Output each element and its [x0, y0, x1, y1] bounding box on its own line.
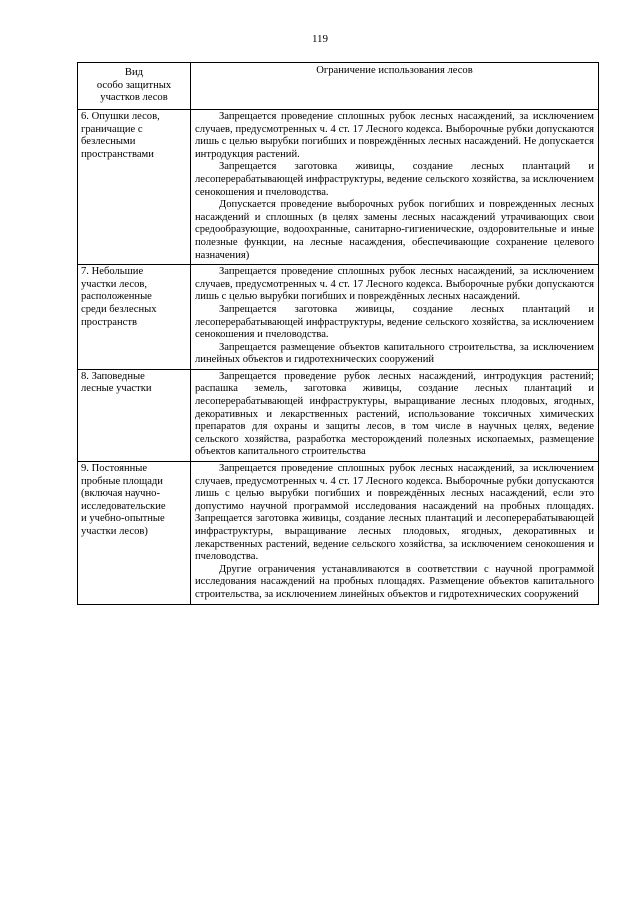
restriction-paragraph: Запрещается заготовка живицы, создание лесных плантаций и лесоперерабатывающей инфраструктуры, ведение сельского хозяйства, за исключением сенокошения и пчеловодства. [195, 303, 594, 341]
area-type-line: расположенные [81, 291, 152, 303]
area-type-line: 7. Небольшие [81, 266, 144, 278]
table-row [78, 110, 599, 265]
table-row [78, 462, 599, 605]
header-protected-area-type [78, 63, 191, 110]
restriction-paragraph: Запрещается проведение рубок лесных насаждений, интродукция растений; распашка земель, заготовка живицы, создание лесных плантаций и лесоперерабатывающей инфраструктуры, выращивание лесных плодовых, ягодных, декоративных и лекарственных растений, использование токсичных химических препаратов для охраны и защиты лесов, в том числе в научных целях, ведение сельского хозяйства, разработка месторождений полезных ископаемых, размещение объектов капитального строительства [195, 370, 594, 458]
header-line: особо защитных [96, 79, 172, 91]
area-type-line: пробные площади [81, 475, 163, 487]
restrictions-table [77, 62, 599, 605]
restriction-paragraph: Другие ограничения устанавливаются в соответствии с научной программой исследования насаждений на пробных площадях. Размещение объектов капитального строительства, за исключением линейных объектов и гидротехнических сооружений [195, 563, 594, 600]
area-type-line: 8. Заповедные [81, 370, 145, 382]
area-type-line: исследовательские [81, 500, 166, 512]
area-type-line: (включая научно- [81, 488, 160, 500]
area-type-line: пространств [81, 316, 137, 328]
area-type-line: пространствами [81, 148, 154, 160]
area-type-line: среди безлесных [81, 303, 157, 315]
area-type-line: и учебно-опытные [81, 513, 165, 525]
restriction-cell [191, 462, 599, 605]
header-line: участков лесов [100, 92, 168, 104]
restriction-cell [191, 369, 599, 461]
restriction-cell [191, 265, 599, 370]
area-type-line: участки лесов, [81, 278, 148, 290]
header-line: Вид [124, 67, 144, 78]
restriction-paragraph: Запрещается размещение объектов капитального строительства, за исключением линейных объектов и гидротехнических сооружений [195, 341, 594, 366]
area-type-cell [78, 462, 191, 605]
restriction-paragraph: Запрещается проведение сплошных рубок лесных насаждений, за исключением случаев, предусмотренных ч. 4 ст. 17 Лесного кодекса. Выборочные рубки допускаются лишь с целью вырубки погибших и повреждённых лесных насаждений, если это допустимо научной программой исследования насаждений на пробных площадях. Запрещается заготовка живицы, создание лесных плантаций и лесоперерабатывающей инфраструктуры, выращивание лесных плодовых, ягодных, декоративных и лекарственных растений, ведение сельского хозяйства, за исключением сенокошения и пчеловодства. [195, 463, 594, 563]
area-type-line: 9. Постоянные [81, 463, 148, 475]
area-type-cell [78, 110, 191, 265]
header-usage-restriction: Ограничение использования лесов [191, 63, 599, 110]
page-number: 119 [311, 33, 329, 45]
restriction-cell [191, 110, 599, 265]
restriction-paragraph: Запрещается проведение сплошных рубок лесных насаждений, за исключением случаев, предусмотренных ч. 4 ст. 17 Лесного кодекса. Выборочные рубки допускаются лишь с целью вырубки погибших и повреждённых лесных насаждений. Не допускается интродукция растений. [195, 111, 594, 160]
area-type-line: 6. Опушки лесов, [81, 111, 160, 122]
table-row [78, 369, 599, 461]
area-type-cell [78, 265, 191, 370]
area-type-line: безлесными [81, 136, 136, 148]
table-row [78, 265, 599, 370]
restriction-paragraph: Допускается проведение выборочных рубок погибших и поврежденных лесных насаждений и сплошных (в целях замены лесных насаждений утрачивающих свои средообразующие, водоохранные, санитарно-гигиенические, оздоровительные и иные полезные функции, на лесные насаждения, обеспечивающие сохранение целевого назначения) [195, 199, 594, 261]
restriction-paragraph: Запрещается проведение сплошных рубок лесных насаждений, за исключением случаев, предусмотренных ч. 4 ст. 17 Лесного кодекса. Выборочные рубки допускаются лишь с целью вырубки погибших и повреждённых лесных насаждений. [195, 266, 594, 303]
area-type-cell [78, 369, 191, 461]
area-type-line: участки лесов) [81, 526, 148, 537]
restriction-paragraph: Запрещается заготовка живицы, создание лесных плантаций и лесоперерабатывающей инфраструктуры, ведение сельского хозяйства, за исключением сенокошения и пчеловодства. [195, 161, 594, 198]
table-header-row [78, 63, 599, 110]
area-type-line: граничащие с [81, 123, 143, 135]
area-type-line: лесные участки [81, 383, 152, 395]
